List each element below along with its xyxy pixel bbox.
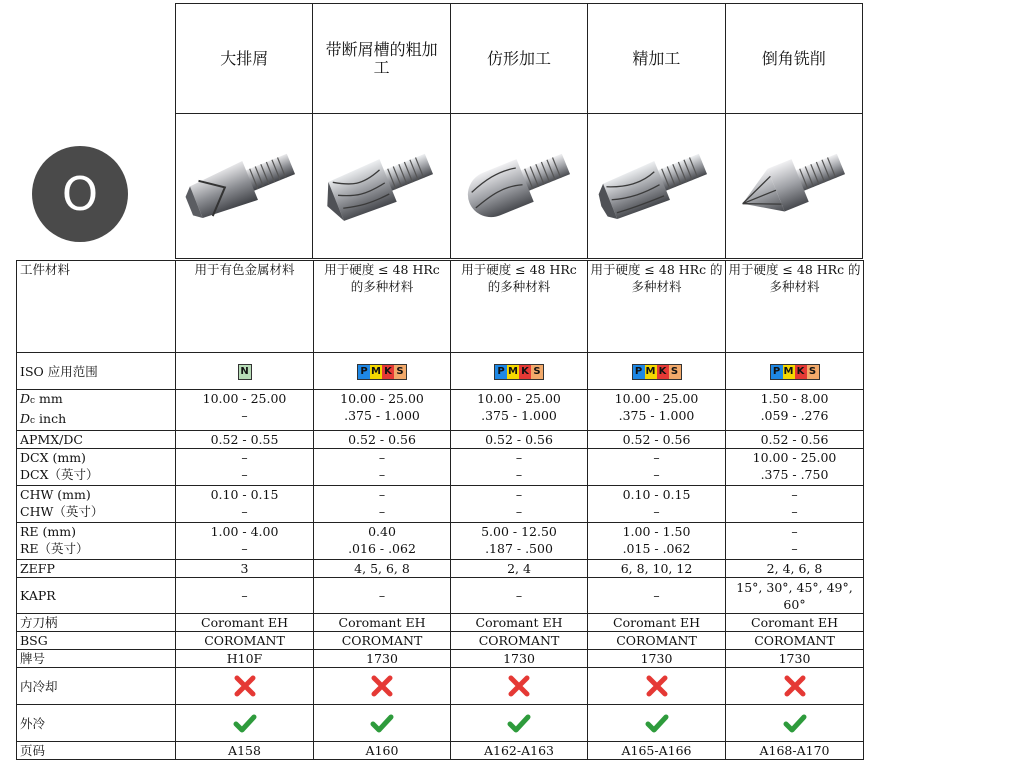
green-check-icon bbox=[233, 711, 257, 735]
cell: Coromant EH bbox=[176, 614, 314, 632]
red-cross-icon bbox=[370, 674, 394, 698]
cell: 1730 bbox=[588, 650, 726, 668]
cell: – bbox=[588, 578, 726, 614]
cell bbox=[726, 705, 864, 742]
cell: 0.52 - 0.56 bbox=[588, 431, 726, 449]
row-label: ISO 应用范围 bbox=[17, 353, 176, 390]
iso-badge-pmks: P M K S bbox=[357, 364, 407, 380]
cell: 1.50 - 8.00 .059 - .276 bbox=[726, 390, 864, 431]
cell: A168-A170 bbox=[726, 742, 864, 760]
row-label: 内冷却 bbox=[17, 668, 176, 705]
iso-badge-n: N bbox=[238, 364, 252, 380]
cell: – bbox=[451, 578, 588, 614]
cell: COROMANT bbox=[726, 632, 864, 650]
cell: – – bbox=[726, 486, 864, 523]
cell: 4, 5, 6, 8 bbox=[314, 560, 451, 578]
cell bbox=[451, 705, 588, 742]
row-label: Dc mm Dc inch bbox=[17, 390, 176, 431]
cell: A162-A163 bbox=[451, 742, 588, 760]
cell: 2, 4, 6, 8 bbox=[726, 560, 864, 578]
cell: 10.00 - 25.00 .375 - 1.000 bbox=[451, 390, 588, 431]
row-label: DCX (mm) DCX（英寸） bbox=[17, 449, 176, 486]
cell bbox=[176, 705, 314, 742]
green-check-icon bbox=[645, 711, 669, 735]
ball-nose-endmill-icon bbox=[460, 134, 578, 234]
row-label: 方刀柄 bbox=[17, 614, 176, 632]
cell: 10.00 - 25.00 .375 - 1.000 bbox=[588, 390, 726, 431]
row-label: CHW (mm) CHW（英寸） bbox=[17, 486, 176, 523]
cell: H10F bbox=[176, 650, 314, 668]
iso-badge-pmks: P M K S bbox=[494, 364, 544, 380]
roughing-endmill-icon bbox=[185, 134, 303, 234]
cell bbox=[588, 668, 726, 705]
spec-table bbox=[16, 260, 864, 760]
cell: 10.00 - 25.00 .375 - 1.000 bbox=[314, 390, 451, 431]
cell: A160 bbox=[314, 742, 451, 760]
row-label: 牌号 bbox=[17, 650, 176, 668]
red-cross-icon bbox=[783, 674, 807, 698]
column-header-table bbox=[175, 3, 863, 259]
red-cross-icon bbox=[233, 674, 257, 698]
cell: 用于硬度 ≤ 48 HRc 的多种材料 bbox=[314, 261, 451, 353]
cell: – bbox=[176, 578, 314, 614]
section-badge: O bbox=[32, 146, 128, 242]
finishing-endmill-icon bbox=[597, 134, 715, 234]
row-label: ZEFP bbox=[17, 560, 176, 578]
tool-image bbox=[176, 114, 313, 259]
tool-image bbox=[313, 114, 450, 259]
cell: 2, 4 bbox=[451, 560, 588, 578]
cell: 0.52 - 0.56 bbox=[726, 431, 864, 449]
column-title: 精加工 bbox=[588, 4, 725, 114]
cell: 0.10 - 0.15 – bbox=[176, 486, 314, 523]
cell: 用于硬度 ≤ 48 HRc 的多种材料 bbox=[726, 261, 864, 353]
cell: 1.00 - 1.50 .015 - .062 bbox=[588, 523, 726, 560]
iso-badge-pmks: P M K S bbox=[632, 364, 682, 380]
cell: COROMANT bbox=[451, 632, 588, 650]
cell: – – bbox=[314, 449, 451, 486]
row-label: BSG bbox=[17, 632, 176, 650]
iso-cell bbox=[588, 353, 726, 390]
cell: 10.00 - 25.00 – bbox=[176, 390, 314, 431]
cell: 3 bbox=[176, 560, 314, 578]
cell: 0.52 - 0.56 bbox=[451, 431, 588, 449]
cell: Coromant EH bbox=[314, 614, 451, 632]
cell: – – bbox=[451, 449, 588, 486]
cell bbox=[314, 668, 451, 705]
roughing-endmill-icon bbox=[323, 134, 441, 234]
column-title: 大排屑 bbox=[176, 4, 313, 114]
row-label: 外冷 bbox=[17, 705, 176, 742]
cell: 10.00 - 25.00 .375 - .750 bbox=[726, 449, 864, 486]
cell bbox=[451, 668, 588, 705]
cell: A165-A166 bbox=[588, 742, 726, 760]
cell: – – bbox=[451, 486, 588, 523]
red-cross-icon bbox=[507, 674, 531, 698]
column-title: 带断屑槽的粗加工 bbox=[313, 4, 450, 114]
cell: 用于硬度 ≤ 48 HRc 的多种材料 bbox=[451, 261, 588, 353]
column-title: 仿形加工 bbox=[450, 4, 587, 114]
cell: – – bbox=[314, 486, 451, 523]
cell: 0.52 - 0.55 bbox=[176, 431, 314, 449]
tool-image bbox=[450, 114, 587, 259]
chamfer-mill-icon bbox=[735, 134, 853, 234]
cell: 6, 8, 10, 12 bbox=[588, 560, 726, 578]
cell: 用于硬度 ≤ 48 HRc 的多种材料 bbox=[588, 261, 726, 353]
cell: COROMANT bbox=[314, 632, 451, 650]
cell: 15°, 30°, 45°, 49°, 60° bbox=[726, 578, 864, 614]
cell: A158 bbox=[176, 742, 314, 760]
cell: – – bbox=[176, 449, 314, 486]
cell: 0.52 - 0.56 bbox=[314, 431, 451, 449]
cell bbox=[314, 705, 451, 742]
cell: COROMANT bbox=[176, 632, 314, 650]
cell: – bbox=[314, 578, 451, 614]
cell: 1730 bbox=[314, 650, 451, 668]
iso-badge-pmks: P M K S bbox=[770, 364, 820, 380]
row-label: 页码 bbox=[17, 742, 176, 760]
row-label: KAPR bbox=[17, 578, 176, 614]
cell: COROMANT bbox=[588, 632, 726, 650]
green-check-icon bbox=[783, 711, 807, 735]
cell: 1.00 - 4.00 – bbox=[176, 523, 314, 560]
cell: – – bbox=[588, 449, 726, 486]
red-cross-icon bbox=[645, 674, 669, 698]
iso-cell bbox=[176, 353, 314, 390]
cell: 5.00 - 12.50 .187 - .500 bbox=[451, 523, 588, 560]
cell bbox=[588, 705, 726, 742]
green-check-icon bbox=[370, 711, 394, 735]
cell: 0.10 - 0.15 – bbox=[588, 486, 726, 523]
cell: Coromant EH bbox=[588, 614, 726, 632]
column-title: 倒角铣削 bbox=[725, 4, 862, 114]
cell: Coromant EH bbox=[451, 614, 588, 632]
row-label: APMX/DC bbox=[17, 431, 176, 449]
cell: – – bbox=[726, 523, 864, 560]
row-label: RE (mm) RE（英寸） bbox=[17, 523, 176, 560]
iso-cell bbox=[314, 353, 451, 390]
tool-image bbox=[588, 114, 725, 259]
cell: 1730 bbox=[451, 650, 588, 668]
iso-cell bbox=[726, 353, 864, 390]
iso-cell bbox=[451, 353, 588, 390]
tool-image bbox=[725, 114, 862, 259]
cell bbox=[726, 668, 864, 705]
cell: 用于有色金属材料 bbox=[176, 261, 314, 353]
green-check-icon bbox=[507, 711, 531, 735]
cell: 1730 bbox=[726, 650, 864, 668]
cell: Coromant EH bbox=[726, 614, 864, 632]
row-label: 工件材料 bbox=[17, 261, 176, 353]
cell bbox=[176, 668, 314, 705]
cell: 0.40 .016 - .062 bbox=[314, 523, 451, 560]
